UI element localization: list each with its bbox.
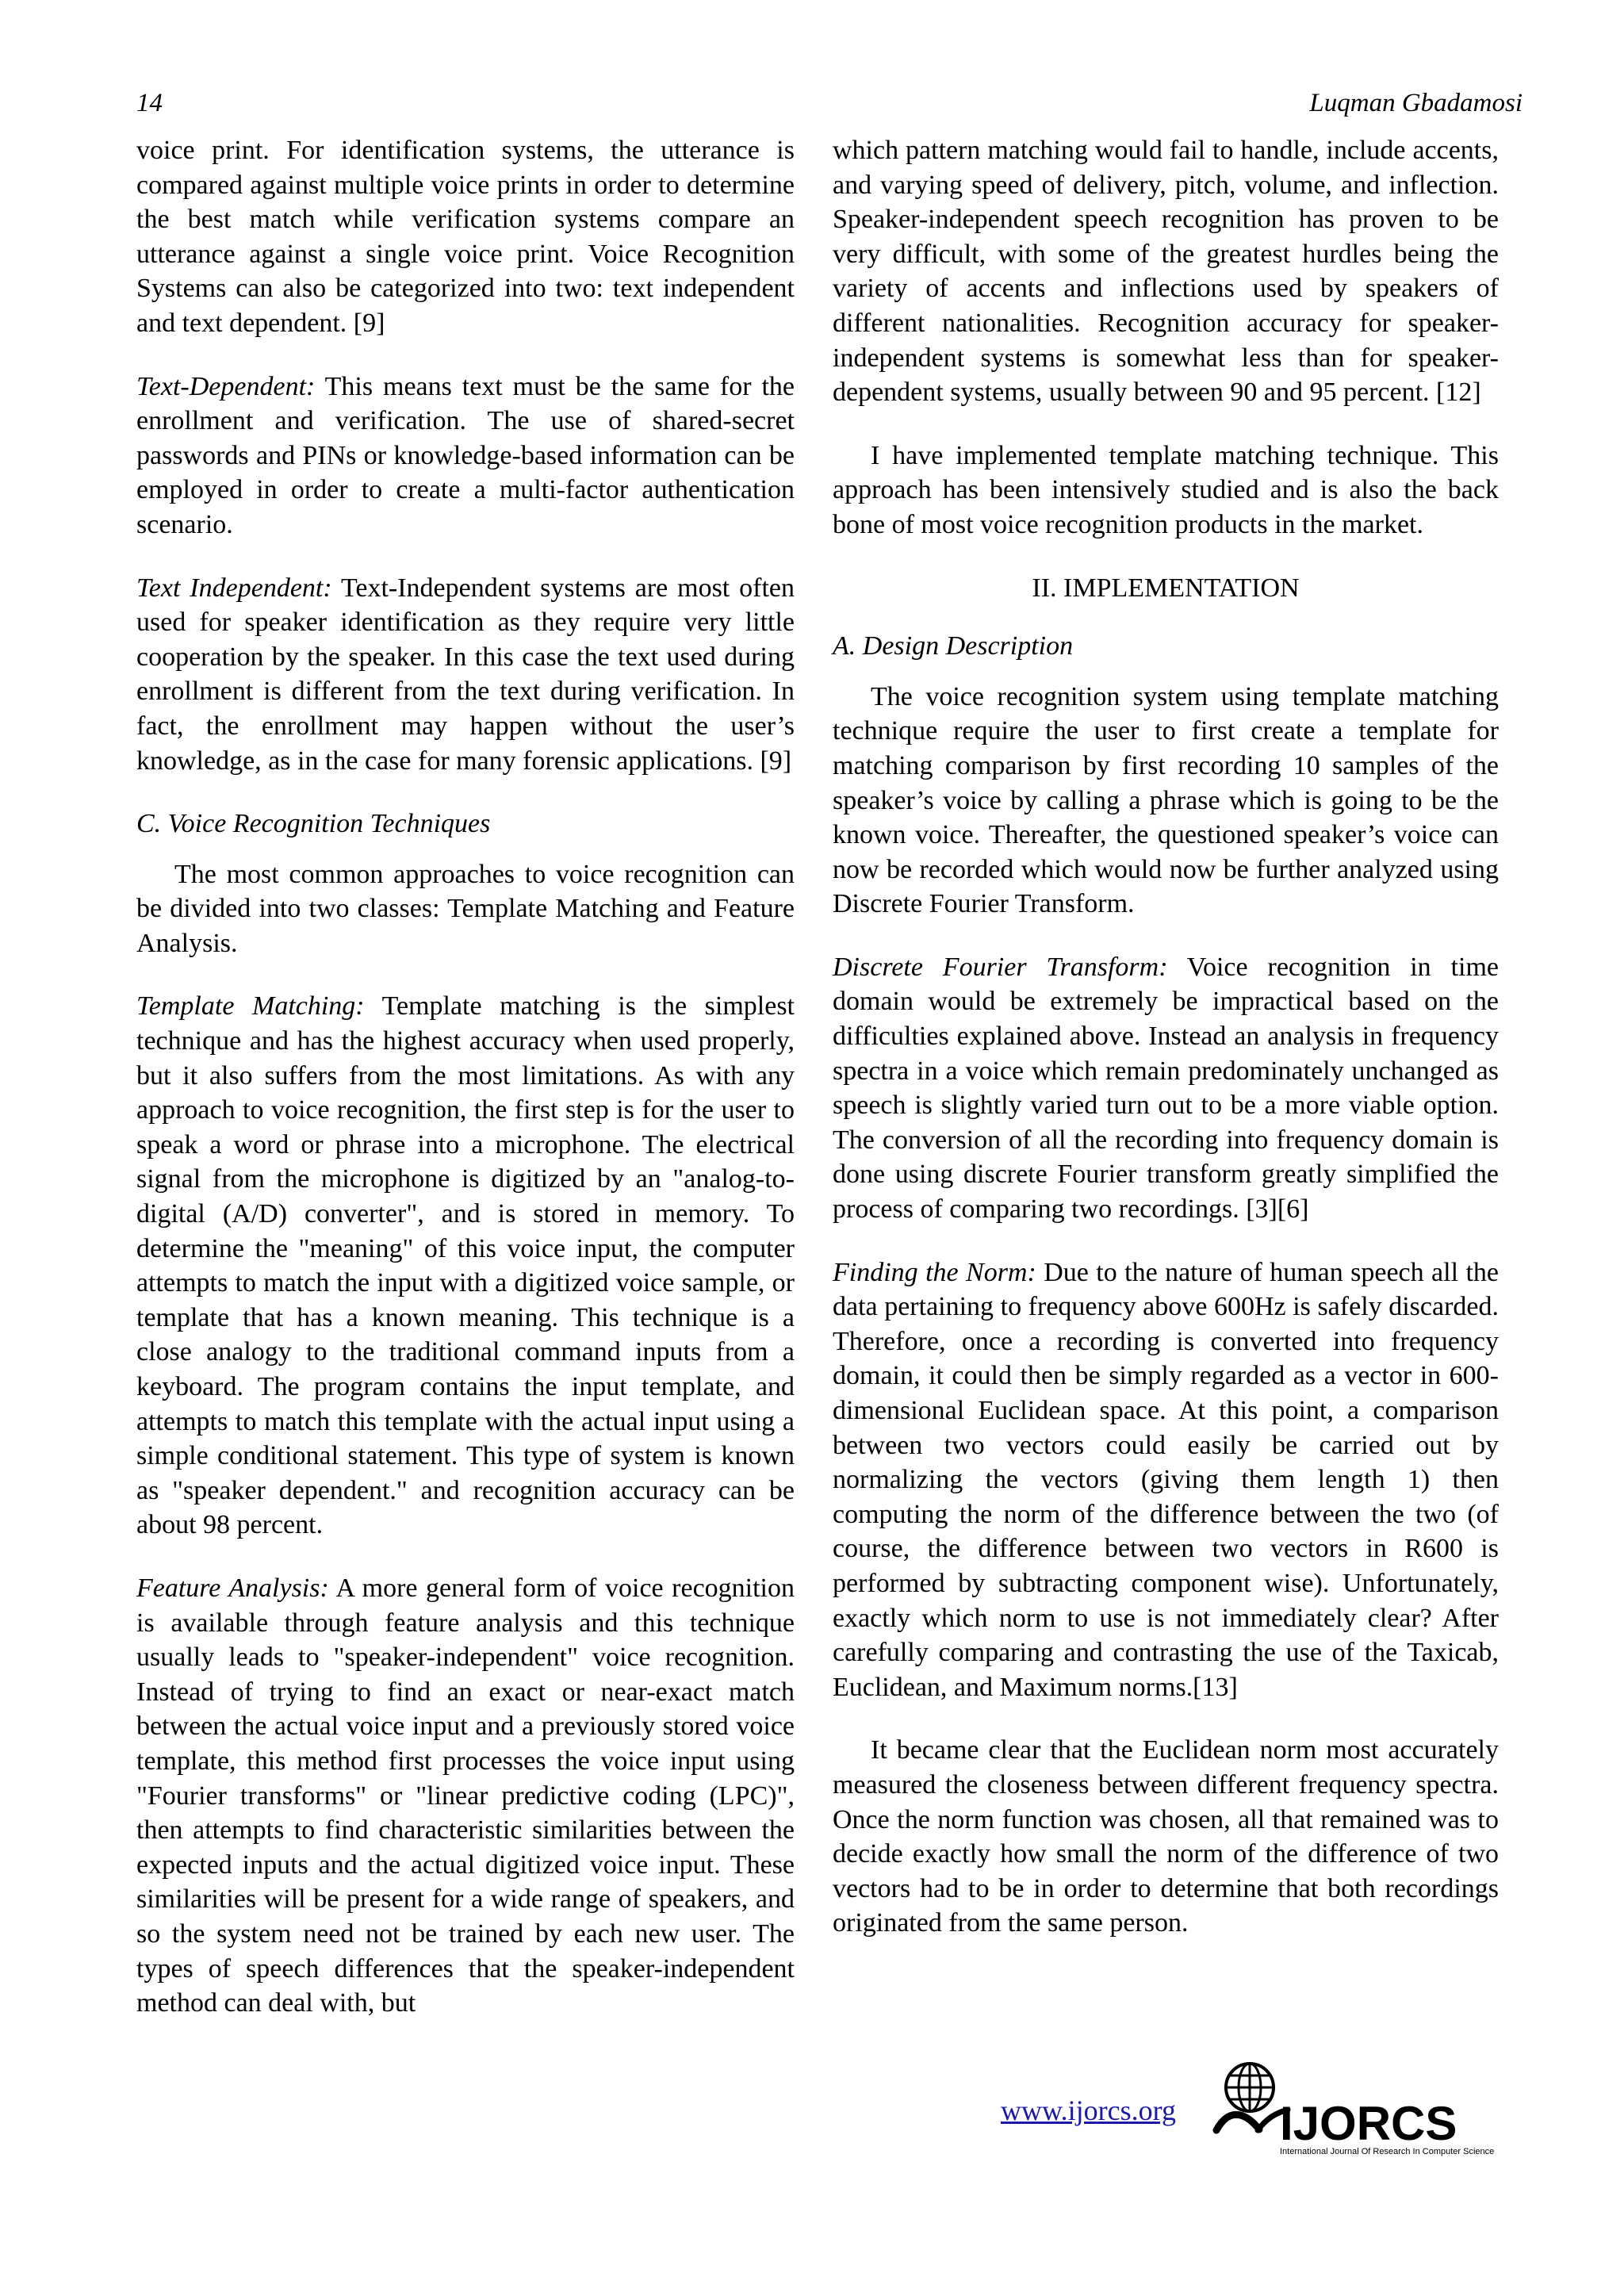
page-number: 14 xyxy=(136,89,163,117)
design-description-paragraph: The voice recognition system using template matching technique require the user to first create a template for matching comparison by first recording 10 samples of the speaker’s voice by calling a phrase which is going to be the known voice. Thereafter, the questioned speaker’s voice can now be recorded which would now be further analyzed using Discrete Fourier Transform. xyxy=(833,681,1499,919)
globe-icon xyxy=(1226,2064,1274,2111)
finding-norm-lead: Finding the Norm: xyxy=(833,1257,1036,1287)
right-paragraph-1: which pattern matching would fail to handle, include accents, and varying speed of delivery, pitch, volume, and inflection. Speaker-independent speech recognition has proven to be very difficult, with some of the greatest hurdles being the variety of accents and inflections used by speakers of different nationalities. Recognition accuracy for speaker-independent systems is somewhat less than for speaker-dependent systems, usually between 90 and 95 percent. [12] xyxy=(833,136,1499,408)
approaches-paragraph: The most common approaches to voice recognition can be divided into two classes: Template Matching and Feature Analysis. xyxy=(136,859,795,958)
text-dependent-paragraph xyxy=(136,370,795,542)
text-independent-body: Text-Independent systems are most often used for speaker identification as they require very little cooperation by the speaker. In this case the text used during enrollment is different from the text during verification. In fact, the enrollment may happen without the user’s knowledge, as in the case for many forensic applications. [9] xyxy=(136,573,795,776)
left-column xyxy=(136,133,795,2049)
implemented-paragraph: I have implemented template matching technique. This approach has been intensively studied and is also the back bone of most voice recognition products in the market. xyxy=(833,440,1499,539)
logo-wordmark: IJORCS xyxy=(1280,2097,1457,2150)
running-author: Luqman Gbadamosi xyxy=(1309,89,1522,117)
subsection-heading-a: A. Design Description xyxy=(833,631,1074,661)
dft-lead: Discrete Fourier Transform: xyxy=(833,952,1168,982)
feature-analysis-body: A more general form of voice recognition is available through feature analysis and this technique usually leads to "speaker-independent" voice recognition. Instead of trying to find an exact or near-exact match between the actual voice input and a previously stored voice template, this method first processes the voice input using "Fourier transforms" or "linear predictive coding (LPC)", then attempts to find characteristic similarities between the expected inputs and the actual digitized voice input. These similarities will be present for a wide range of speakers, and so the system need not be trained by each new user. The types of speech differences that the speaker-independent method can deal with, but xyxy=(136,1573,795,2018)
text-independent-paragraph xyxy=(136,571,795,779)
dft-body: Voice recognition in time domain would be extremely be impractical based on the difficulties explained above. Instead an analysis in frequency spectra in a voice which remain predominately unchanged as speech is slightly varied turn out to be a more viable option. The conversion of all the recording into frequency domain is done using discrete Fourier transform greatly simplified the process of comparing two recordings. [3][6] xyxy=(833,952,1499,1225)
feature-analysis-lead: Feature Analysis: xyxy=(136,1573,329,1603)
ijorcs-logo xyxy=(1212,2054,1513,2157)
subsection-heading-c: C. Voice Recognition Techniques xyxy=(136,809,491,839)
dft-paragraph xyxy=(833,950,1499,1227)
feature-analysis-paragraph xyxy=(136,1571,795,2021)
text-dependent-body: This means text must be the same for the enrollment and verification. The use of shared-secret passwords and PINs or knowledge-based information can be employed in order to create a multi-factor authentication scenario. xyxy=(136,371,795,539)
logo-swoosh-icon xyxy=(1216,2110,1288,2130)
right-column xyxy=(833,133,1499,1969)
left-paragraph-1: voice print. For identification systems, the utterance is compared against multiple voice prints in order to determine the best match while verification systems compare an utterance against a single voice print. Voice Recognition Systems can also be categorized into two: text independent and text dependent. [9] xyxy=(136,136,795,338)
template-matching-paragraph xyxy=(136,989,795,1543)
finding-norm-body: Due to the nature of human speech all the data pertaining to frequency above 600Hz is safely discarded. Therefore, once a recording is converted into frequency domain, it could then be simply regarded as a vector in 600-dimensional Euclidean space. At this point, a comparison between two vectors could easily be carried out by normalizing the vectors (giving them length 1) then computing the norm of the difference between the two (of course, the difference between two vectors in R600 is performed by subtracting component wise). Unfortunately, exactly which norm to use is not immediately clear? After carefully comparing and contrasting the use of the Taxicab, Euclidean, and Maximum norms.[13] xyxy=(833,1257,1499,1702)
text-independent-lead: Text Independent: xyxy=(136,573,332,603)
section-heading-implementation: II. IMPLEMENTATION xyxy=(1032,573,1300,603)
template-matching-lead: Template Matching: xyxy=(136,991,365,1022)
euclidean-paragraph: It became clear that the Euclidean norm most accurately measured the closeness between different frequency spectra. Once the norm function was chosen, all that remained was to decide exactly how small the norm of the difference of two vectors had to be in order to determine that both recordings originated from the same person. xyxy=(833,1735,1499,1938)
text-dependent-lead: Text-Dependent: xyxy=(136,371,316,401)
template-matching-body: Template matching is the simplest technique and has the highest accuracy when used properly, but it also suffers from the most limitations. As with any approach to voice recognition, the first step is for the user to speak a word or phrase into a microphone. The electrical signal from the microphone is digitized by an "analog-to-digital (A/D) converter", and is stored in memory. To determine the "meaning" of this voice input, the computer attempts to match the input with a digitized voice sample, or template that has a known meaning. This technique is a close analogy to the traditional command inputs from a keyboard. The program contains the input template, and attempts to match this template with the actual input using a simple conditional statement. This type of system is known as "speaker dependent." and recognition accuracy can be about 98 percent. xyxy=(136,991,795,1540)
logo-tagline: International Journal Of Research In Computer Science xyxy=(1280,2147,1495,2156)
journal-website-link[interactable]: www.ijorcs.org xyxy=(1001,2095,1176,2126)
finding-norm-paragraph xyxy=(833,1255,1499,1705)
